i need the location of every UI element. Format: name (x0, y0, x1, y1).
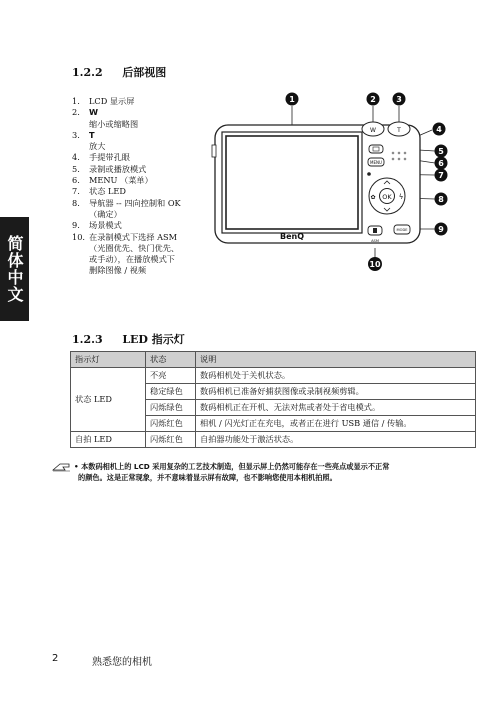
callout-8: 8 (438, 195, 444, 204)
description-cell: 数码相机正在开机、无法对焦或者处于省电模式。 (196, 400, 476, 416)
list-item: 删除图像 / 视频 (89, 265, 147, 276)
note-icon (52, 461, 74, 483)
state-cell: 闪烁绿色 (146, 400, 196, 416)
section-heading-led (72, 331, 185, 347)
flash-icon: ϟ (398, 193, 404, 201)
list-item: 放大 (89, 141, 106, 152)
callout-7: 7 (438, 171, 444, 180)
note-line: 的颜色。这是正常现象，并不意味着显示屏有故障，也不影响您使用本相机拍照。 (78, 473, 337, 482)
callout-4: 4 (436, 125, 442, 134)
lcd-screen (226, 136, 358, 229)
note-line: • 本数码相机上的 LCD 采用复杂的工艺技术制造，但显示屏上仍然可能存在一些亮点或显示不正常 (74, 462, 390, 471)
table-header: 状态 (146, 352, 196, 368)
page-number: 2 (52, 653, 59, 664)
parts-list (72, 96, 212, 277)
table-row (71, 368, 476, 384)
description-cell: 相机 / 闪光灯正在充电，或者正在进行 USB 通信 / 传输。 (196, 416, 476, 432)
description-cell: 数码相机处于关机状态。 (196, 368, 476, 384)
zoom-w-label: W (370, 127, 376, 134)
menu-button-label: MENU (370, 160, 382, 165)
footer-title: 熟悉您的相机 (92, 657, 152, 668)
zoom-t-label: T (397, 127, 401, 134)
list-item: 7. 状态 LED (72, 186, 126, 197)
asm-label: ASM (371, 239, 379, 243)
led-indicator-table (70, 351, 476, 448)
list-item: 8. 导航器 -- 四向控制和 OK (72, 197, 181, 208)
language-side-tab: 简体中文 (0, 217, 29, 321)
state-cell: 稳定绿色 (146, 384, 196, 400)
section-title: 后部视图 (122, 66, 167, 79)
table-header: 说明 (196, 352, 476, 368)
description-cell: 自拍器功能处于激活状态。 (196, 432, 476, 448)
status-led (367, 172, 371, 176)
callout-10: 10 (369, 260, 381, 269)
section-number: 1.2.3 (72, 333, 103, 346)
list-item: 4. 手提带孔眼 (72, 152, 130, 163)
state-cell: 不亮 (146, 368, 196, 384)
note-block (52, 461, 472, 483)
state-cell: 闪烁红色 (146, 432, 196, 448)
list-item: 3. T (72, 129, 95, 140)
list-item: 1. LCD 显示屏 (72, 96, 135, 106)
list-item: （确定） (89, 208, 122, 219)
description-cell: 数码相机已准备好捕获图像或录制视频剪辑。 (196, 384, 476, 400)
list-item: （光圈优先、快门优先、 (89, 242, 180, 253)
note-text (74, 461, 389, 483)
callout-6: 6 (438, 159, 444, 168)
list-item: 9. 场景模式 (72, 220, 122, 231)
list-item: 缩小或缩略图 (89, 118, 139, 129)
callout-9: 9 (438, 225, 444, 234)
ok-label: OK (382, 193, 392, 201)
list-item: 5. 录制或播放模式 (72, 163, 147, 174)
indicator-cell: 自拍 LED (71, 432, 146, 448)
callout-2: 2 (370, 95, 376, 104)
callout-3: 3 (396, 95, 402, 104)
playback-button[interactable] (369, 145, 383, 153)
list-item: 6. MENU （菜单） (72, 175, 153, 186)
table-header: 指示灯 (71, 352, 146, 368)
callout-5: 5 (438, 147, 444, 156)
section-heading-rear-view (72, 64, 166, 80)
section-number: 1.2.2 (72, 66, 103, 79)
table-header-row (71, 352, 476, 368)
camera-brand: BenQ (279, 232, 305, 241)
state-cell: 闪烁红色 (146, 416, 196, 432)
section-title: LED 指示灯 (122, 333, 185, 346)
macro-icon: ✿ (370, 194, 376, 201)
list-item: 2. W (72, 107, 99, 118)
list-item: 10. 在录制模式下选择 ASM (72, 231, 178, 242)
camera-rear-diagram (210, 88, 455, 273)
table-row (71, 432, 476, 448)
mode-button-label: MODE (396, 228, 408, 232)
indicator-cell: 状态 LED (71, 368, 146, 432)
list-item: 或手动），在播放模式下 (89, 254, 175, 265)
callout-1: 1 (289, 95, 295, 104)
side-slot (212, 145, 216, 157)
trash-icon (373, 228, 377, 233)
